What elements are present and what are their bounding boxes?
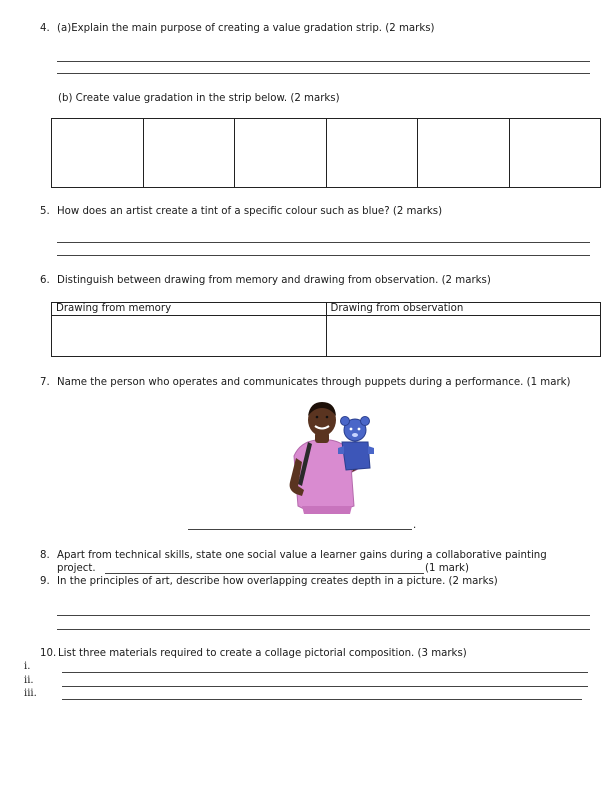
q8-marks: (1 mark) xyxy=(425,563,469,574)
q9-answer-line-1[interactable] xyxy=(57,615,590,616)
q7-answer-line[interactable] xyxy=(188,529,412,530)
q4a-answer-line-2[interactable] xyxy=(57,73,590,74)
q9-text: In the principles of art, describe how overlapping creates depth in a picture. (2 marks) xyxy=(57,576,498,587)
q6-number: 6. xyxy=(40,275,50,286)
gradation-cell-1[interactable] xyxy=(52,119,144,187)
q4a-answer-line-1[interactable] xyxy=(57,61,590,62)
q5-answer-line-2[interactable] xyxy=(57,255,590,256)
q8-answer-line[interactable] xyxy=(105,573,424,574)
value-gradation-strip xyxy=(51,118,601,188)
puppeteer-illustration xyxy=(272,398,382,516)
q9-number: 9. xyxy=(40,576,50,587)
q10-text: List three materials required to create a collage pictorial composition. (3 marks) xyxy=(58,648,467,659)
q10-number: 10. xyxy=(40,648,57,659)
comparison-table xyxy=(51,302,601,357)
header-drawing-from-memory: Drawing from memory xyxy=(52,303,327,316)
q7-number: 7. xyxy=(40,377,50,388)
q10-answer-line-2[interactable] xyxy=(62,686,588,687)
q8-number: 8. xyxy=(40,550,50,561)
gradation-cell-2[interactable] xyxy=(144,119,236,187)
q4a-text: (a)Explain the main purpose of creating a value gradation strip. (2 marks) xyxy=(57,23,435,34)
gradation-cell-3[interactable] xyxy=(235,119,327,187)
q10-item-1-label: i. xyxy=(24,661,31,672)
q7-text: Name the person who operates and communicates through puppets during a performance. (1 mark) xyxy=(57,377,571,388)
header-drawing-from-observation: Drawing from observation xyxy=(326,303,601,316)
q10-item-2-label: ii. xyxy=(24,675,34,686)
gradation-cell-4[interactable] xyxy=(327,119,419,187)
q4b-text: (b) Create value gradation in the strip below. (2 marks) xyxy=(58,93,340,104)
q5-number: 5. xyxy=(40,206,50,217)
q7-answer-period: . xyxy=(413,520,417,531)
q8-text-line-2-start: project. xyxy=(57,563,96,574)
q10-answer-line-1[interactable] xyxy=(62,672,588,673)
q5-text: How does an artist create a tint of a specific colour such as blue? (2 marks) xyxy=(57,206,443,217)
q8-text-line-1: Apart from technical skills, state one social value a learner gains during a collaborative painting xyxy=(57,550,547,561)
q5-answer-line-1[interactable] xyxy=(57,242,590,243)
answer-cell-observation[interactable] xyxy=(326,316,601,357)
gradation-cell-5[interactable] xyxy=(418,119,510,187)
q6-text: Distinguish between drawing from memory and drawing from observation. (2 marks) xyxy=(57,275,491,286)
answer-cell-memory[interactable] xyxy=(52,316,327,357)
q4-number: 4. xyxy=(40,23,50,34)
q9-answer-line-2[interactable] xyxy=(57,629,590,630)
q10-answer-line-3[interactable] xyxy=(62,699,582,700)
table-header-row xyxy=(52,303,601,316)
q10-item-3-label: iii. xyxy=(24,688,37,699)
table-answer-row xyxy=(52,316,601,357)
gradation-cell-6[interactable] xyxy=(510,119,601,187)
